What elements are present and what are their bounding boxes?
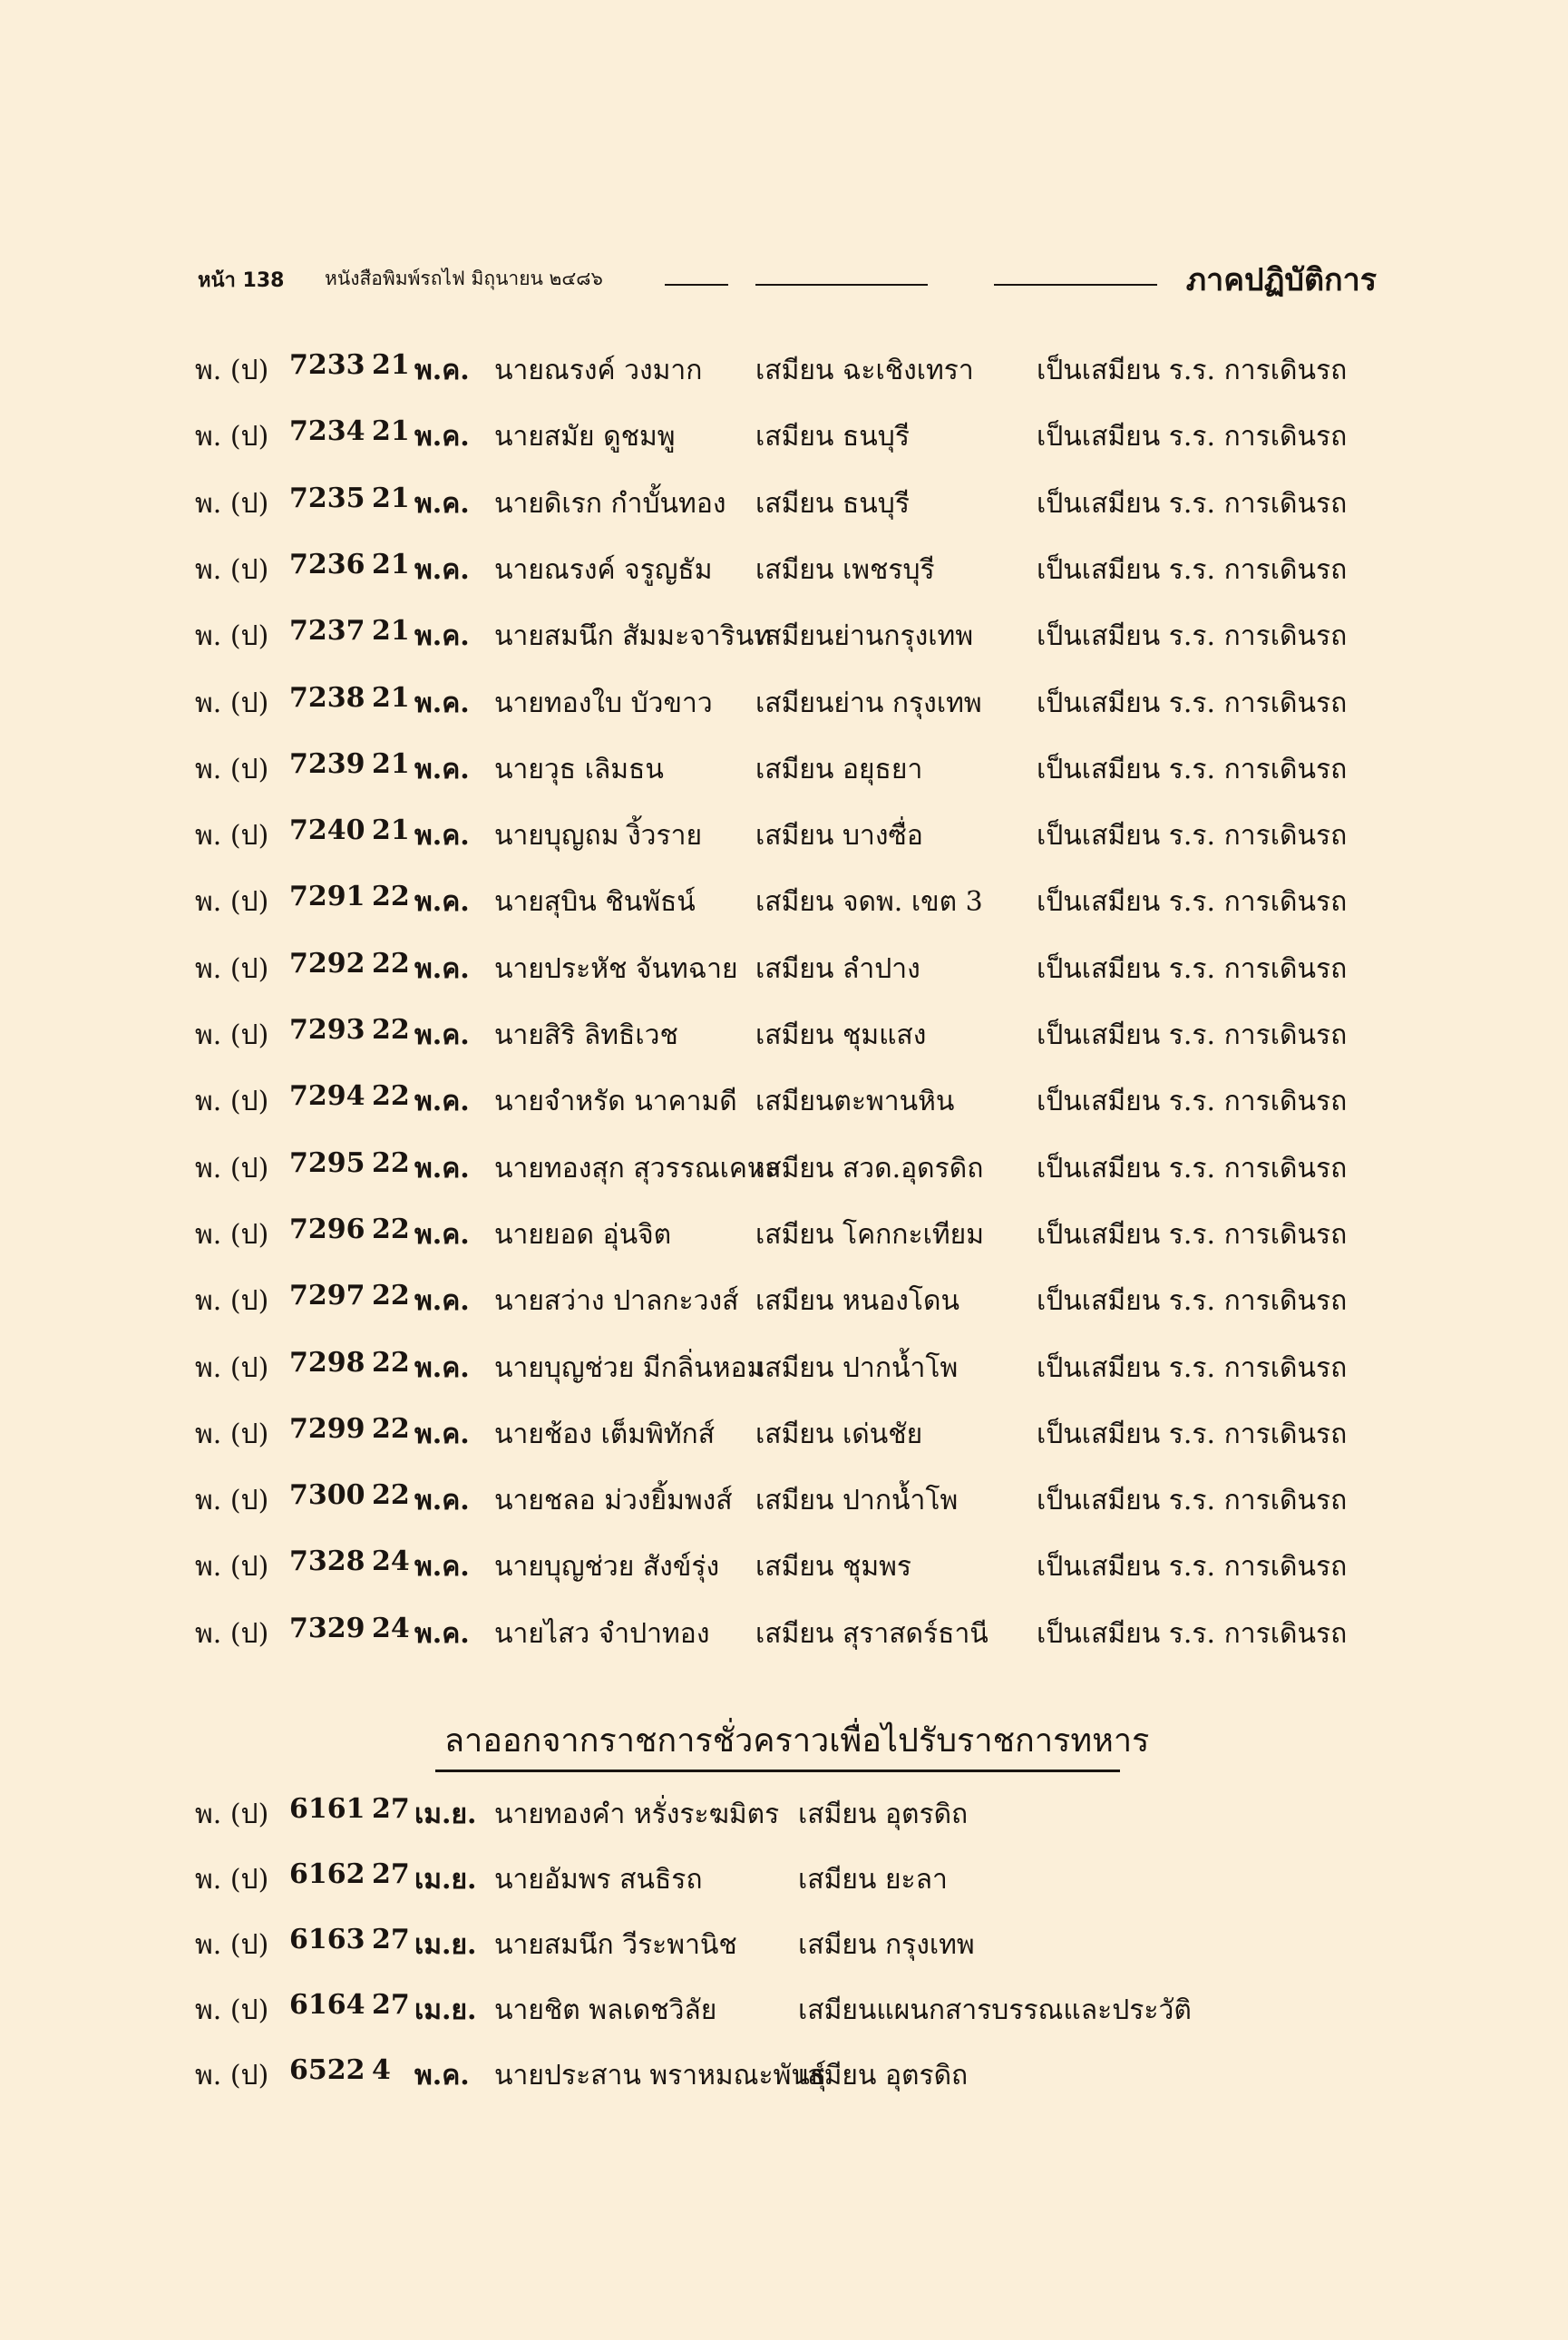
entry-to: เป็นเสมียน ร.ร. การเดินรถ [1037,1551,1348,1584]
entry-to: เป็นเสมียน ร.ร. การเดินรถ [1037,620,1348,653]
entry-name: นายสว่าง ปาลกะวงส์ [494,1285,739,1318]
entry-month: พ.ค. [414,2060,470,2091]
entry-day: 21 [372,814,410,847]
entry-number: 7298 [289,1346,365,1379]
entry-name: นายสมนึก วีระพานิช [494,1929,737,1961]
entry-number: 6162 [289,1858,365,1890]
entry-prefix: พ. (ป) [195,2060,269,2091]
entry-day: 22 [372,947,410,980]
entry-number: 7237 [289,615,365,648]
entry-name: นายทองใบ บัวขาว [494,687,713,719]
page-header [198,249,1377,304]
entry-prefix: พ. (ป) [195,820,269,853]
entry-number: 6161 [289,1793,365,1825]
entry-name: นายสมัย ดูชมพู [494,421,676,453]
entry-prefix: พ. (ป) [195,421,269,453]
entry-to: เป็นเสมียน ร.ร. การเดินรถ [1037,886,1348,919]
entry-number: 6163 [289,1924,365,1955]
entry-name: นายยอด อุ่นจิต [494,1218,672,1251]
entry-prefix: พ. (ป) [195,553,269,586]
entry-number: 7328 [289,1545,365,1578]
entry-to: เป็นเสมียน ร.ร. การเดินรถ [1037,421,1348,453]
entry-month: พ.ค. [414,1351,470,1384]
entry-number: 7239 [289,747,365,780]
entry-number: 7238 [289,681,365,714]
entry-prefix: พ. (ป) [195,487,269,520]
entry-name: นายบุญช่วย สังข์รุ่ง [494,1551,720,1584]
entry-month: พ.ค. [414,1617,470,1650]
entry-prefix: พ. (ป) [195,1218,269,1251]
entry-to: เป็นเสมียน ร.ร. การเดินรถ [1037,687,1348,719]
entry-day: 21 [372,482,410,514]
section2-underline [435,1770,1120,1772]
entry-from: เสมียน ปากน้ำโพ [755,1485,959,1517]
entry-prefix: พ. (ป) [195,1019,269,1051]
entry-prefix: พ. (ป) [195,753,269,785]
entry-from: เสมียน โคกกะเทียม [755,1218,984,1251]
entry-day: 27 [372,1858,410,1890]
entry-prefix: พ. (ป) [195,1351,269,1384]
entry-to: เป็นเสมียน ร.ร. การเดินรถ [1037,487,1348,520]
entry-number: 6164 [289,1989,365,2021]
entry-name: นายสุบิน ชินพัธน์ [494,886,696,919]
entry-name: นายสิริ ลิทธิเวช [494,1019,678,1051]
entry-name: นายไสว จำปาทอง [494,1617,710,1650]
entry-to: เป็นเสมียน ร.ร. การเดินรถ [1037,1418,1348,1450]
entry-from: เสมียน อยุธยา [755,753,923,785]
entry-month: เม.ย. [414,1994,477,2026]
entry-number: 7292 [289,947,365,980]
entry-from: เสมียน ธนบุรี [755,487,910,520]
entry-month: พ.ค. [414,1485,470,1517]
entry-month: พ.ค. [414,421,470,453]
entry-month: พ.ค. [414,1152,470,1185]
entry-day: 21 [372,548,410,580]
entry-name: นายประหัช จันทฉาย [494,952,738,985]
entry-day: 27 [372,1793,410,1825]
entry-from: เสมียนตะพานหิน [755,1086,955,1118]
entry-prefix: พ. (ป) [195,1799,269,1830]
entry-number: 7235 [289,482,365,514]
entry-name: นายวุธ เลิมธน [494,753,664,785]
entry-name: นายชลอ ม่วงยิ้มพงส์ [494,1485,733,1517]
entry-to: เป็นเสมียน ร.ร. การเดินรถ [1037,1086,1348,1118]
entry-name: นายณรงค์ วงมาก [494,355,703,386]
entry-to: เป็นเสมียน ร.ร. การเดินรถ [1037,1285,1348,1318]
entry-name: นายทองคำ หรั่งระฆมิตร [494,1799,780,1830]
entry-prefix: พ. (ป) [195,1929,269,1961]
entry-month: เม.ย. [414,1799,477,1830]
entry-month: เม.ย. [414,1929,477,1961]
entry-to: เป็นเสมียน ร.ร. การเดินรถ [1037,1218,1348,1251]
entry-prefix: พ. (ป) [195,1418,269,1450]
entry-from: เสมียน ชุมพร [755,1551,911,1584]
entry-name: นายณรงค์ จรูญธัม [494,553,713,586]
entry-month: พ.ค. [414,1218,470,1251]
entry-name: นายบุญช่วย มีกลิ่นหอม [494,1351,765,1384]
entry-day: 22 [372,1080,410,1113]
entry-day: 22 [372,1146,410,1179]
entry-month: พ.ค. [414,553,470,586]
entry-name: นายทองสุก สุวรรณเคหะ [494,1152,780,1185]
entry-number: 7300 [289,1479,365,1512]
entry-month: พ.ค. [414,1019,470,1051]
entry-number: 7233 [289,349,365,381]
entry-name: นายอัมพร สนธิรถ [494,1864,703,1896]
entry-number: 7296 [289,1213,365,1245]
entry-number: 7299 [289,1412,365,1445]
header-dash [994,284,1157,286]
entry-name: นายสมนึก สัมมะจารินท [494,620,773,653]
entry-prefix: พ. (ป) [195,1285,269,1318]
entry-from: เสมียน หนองโดน [755,1285,960,1318]
entry-month: พ.ค. [414,753,470,785]
entry-prefix: พ. (ป) [195,1152,269,1185]
entry-prefix: พ. (ป) [195,620,269,653]
entry-month: เม.ย. [414,1864,477,1896]
entry-month: พ.ค. [414,820,470,853]
entry-from: เสมียน เด่นชัย [755,1418,923,1450]
entry-day: 4 [372,2054,391,2086]
entry-to: เป็นเสมียน ร.ร. การเดินรถ [1037,820,1348,853]
publication-title: หนังสือพิมพ์รถไฟ มิถุนายน ๒๔๘๖ [325,268,603,289]
entry-month: พ.ค. [414,1418,470,1450]
entry-day: 21 [372,615,410,648]
entry-month: พ.ค. [414,886,470,919]
entry-from: เสมียน ฉะเชิงเทรา [755,355,974,386]
entry-day: 22 [372,1412,410,1445]
entry-month: พ.ค. [414,1086,470,1118]
entry-from: เสมียน ชุมแสง [755,1019,927,1051]
entry-from: เสมียน เพชรบุรี [755,553,935,586]
entry-day: 21 [372,415,410,448]
page-number: หน้า 138 [198,269,285,292]
entry-month: พ.ค. [414,487,470,520]
entry-name: นายช้อง เต็มพิทักส์ [494,1418,716,1450]
entry-day: 24 [372,1612,410,1644]
entry-to: เป็นเสมียน ร.ร. การเดินรถ [1037,355,1348,386]
entry-to: เป็นเสมียน ร.ร. การเดินรถ [1037,1617,1348,1650]
entry-from: เสมียน อุตรดิถ [798,1799,969,1830]
entry-day: 21 [372,681,410,714]
entry-to: เป็นเสมียน ร.ร. การเดินรถ [1037,1351,1348,1384]
entry-from: เสมียนย่าน กรุงเทพ [755,687,982,719]
entry-day: 21 [372,349,410,381]
entry-day: 22 [372,1280,410,1312]
entry-number: 7329 [289,1612,365,1644]
entry-to: เป็นเสมียน ร.ร. การเดินรถ [1037,553,1348,586]
entry-prefix: พ. (ป) [195,687,269,719]
entry-prefix: พ. (ป) [195,1994,269,2026]
entry-number: 7240 [289,814,365,847]
entry-from: เสมียน สวด.อุดรดิถ [755,1152,984,1185]
entry-from: เสมียนย่านกรุงเทพ [755,620,974,653]
entry-number: 7297 [289,1280,365,1312]
entry-month: พ.ค. [414,952,470,985]
entry-month: พ.ค. [414,1551,470,1584]
section2-title: ลาออกจากราชการชั่วคราวเพื่อไปรับราชการทหาร [444,1722,1150,1760]
entry-name: นายบุญถม งิ้วราย [494,820,703,853]
entry-prefix: พ. (ป) [195,886,269,919]
entry-name: นายชิต พลเดชวิลัย [494,1994,717,2026]
entry-prefix: พ. (ป) [195,355,269,386]
entry-day: 22 [372,1213,410,1245]
entry-month: พ.ค. [414,1285,470,1318]
entry-to: เป็นเสมียน ร.ร. การเดินรถ [1037,1152,1348,1185]
entry-day: 22 [372,1014,410,1046]
entry-prefix: พ. (ป) [195,1617,269,1650]
entry-day: 22 [372,1346,410,1379]
entry-number: 7234 [289,415,365,448]
entry-from: เสมียน สุราสดร์ธานี [755,1617,989,1650]
entry-from: เสมียน บางซื่อ [755,820,923,853]
entry-month: พ.ค. [414,620,470,653]
entry-to: เป็นเสมียน ร.ร. การเดินรถ [1037,753,1348,785]
entry-from: เสมียน จดพ. เขต 3 [755,886,983,919]
entry-from: เสมียน กรุงเทพ [798,1929,975,1961]
header-dash [755,284,928,286]
entry-prefix: พ. (ป) [195,952,269,985]
entry-day: 27 [372,1924,410,1955]
entry-number: 7294 [289,1080,365,1113]
entry-from: เสมียน ธนบุรี [755,421,910,453]
entry-to: เป็นเสมียน ร.ร. การเดินรถ [1037,1019,1348,1051]
entry-month: พ.ค. [414,687,470,719]
entry-from: เสมียนแผนกสารบรรณและประวัติ [798,1994,1192,2026]
entry-to: เป็นเสมียน ร.ร. การเดินรถ [1037,952,1348,985]
entry-name: นายจำหรัด นาคามดี [494,1086,737,1118]
entry-from: เสมียน อุตรดิถ [798,2060,969,2091]
entry-name: นายประสาน พราหมณะพันธุ์ [494,2060,827,2091]
entry-prefix: พ. (ป) [195,1485,269,1517]
entry-day: 24 [372,1545,410,1578]
entry-number: 7236 [289,548,365,580]
entry-prefix: พ. (ป) [195,1864,269,1896]
entry-from: เสมียน ยะลา [798,1864,948,1896]
entry-from: เสมียน ลำปาง [755,952,920,985]
entry-from: เสมียน ปากน้ำโพ [755,1351,959,1384]
entry-day: 27 [372,1989,410,2021]
entry-number: 7295 [289,1146,365,1179]
entry-prefix: พ. (ป) [195,1086,269,1118]
entry-day: 21 [372,747,410,780]
header-dash [665,284,728,286]
entry-number: 7293 [289,1014,365,1046]
entry-month: พ.ค. [414,355,470,386]
entry-to: เป็นเสมียน ร.ร. การเดินรถ [1037,1485,1348,1517]
entry-prefix: พ. (ป) [195,1551,269,1584]
entry-day: 22 [372,881,410,913]
entry-day: 22 [372,1479,410,1512]
entry-number: 7291 [289,881,365,913]
entry-number: 6522 [289,2054,365,2086]
entry-name: นายดิเรก กำบั้นทอง [494,487,726,520]
section-title: ภาคปฏิบัติการ [1185,262,1377,298]
